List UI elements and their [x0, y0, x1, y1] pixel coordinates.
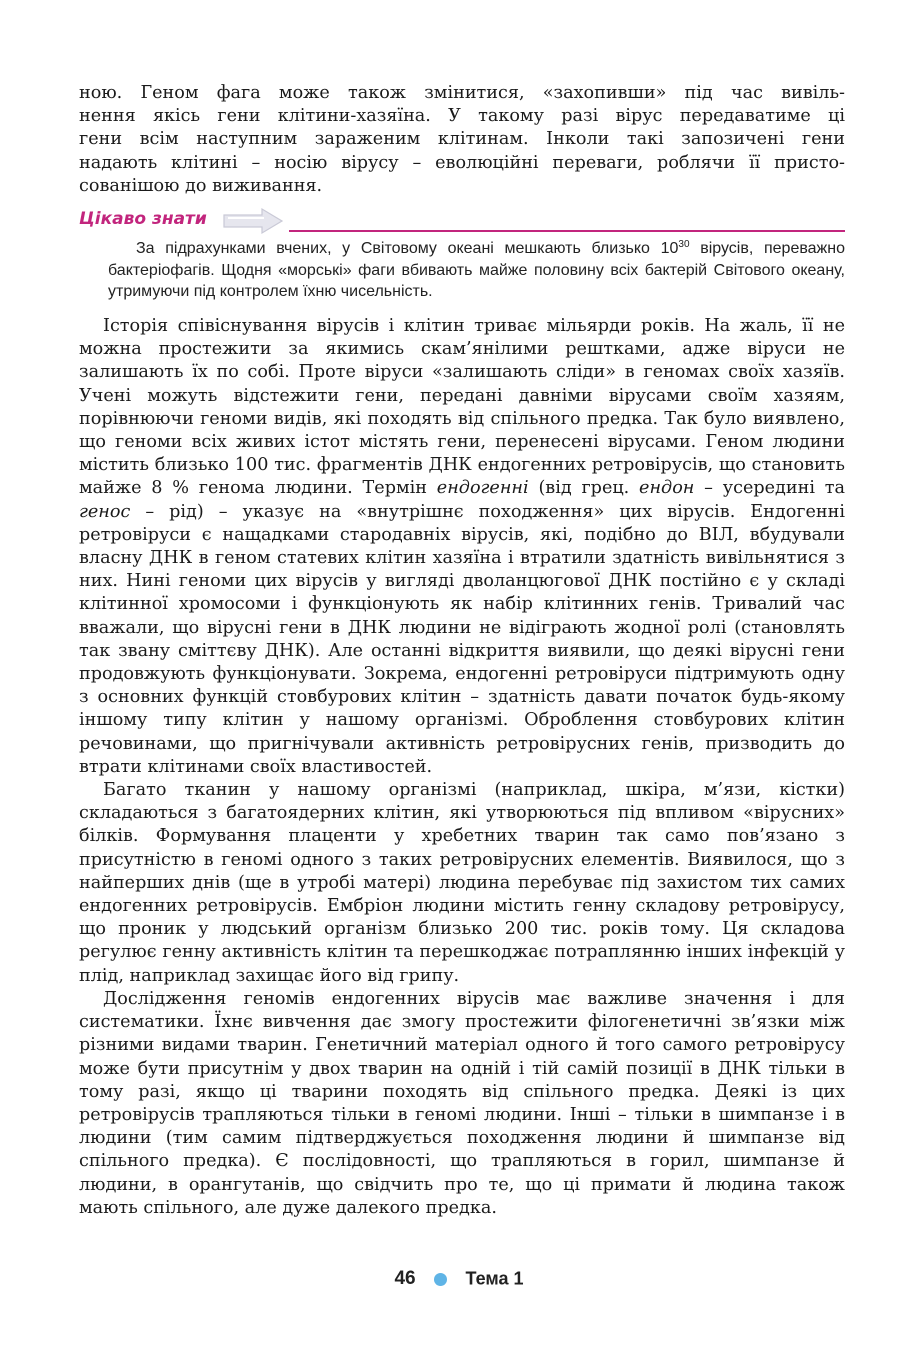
text-line: сованішою до виживання.: [79, 175, 323, 196]
callout-title: Цікаво знати: [79, 209, 207, 229]
text-line: гени всім наступним зараженим клітинам. Інколи такі запозичені гени: [79, 129, 845, 150]
main-text: [79, 315, 845, 1220]
exponent: 30: [678, 239, 690, 250]
page-number: 46: [394, 1268, 416, 1289]
paragraph-tissues: Багато тканин у нашому організмі (наприклад, шкіра, м’язи, кістки) складаються з багатоядерних клітин, які утворюються під впливом «вірусних» білків. Формування плаценти у хребетних тварин так само пов’язано з присутністю в геномі одного з таких ретровірусних елементів. Виявилося, що з найперших днів (ще в утробі матері) людина перебуває під захистом тих самих ендогенних ретровірусів. Ембріон людини містить генну складову ретровірусу, що проник у людський організм близько 200 тис. років тому. Ця складова регулює генну активність клітин та перешкоджає потраплянню інших інфекцій у плід, наприклад захищає його від грипу.: [79, 780, 845, 986]
text-line: надають клітині – носію вірусу – еволюційні переваги, роблячи її присто-: [79, 152, 845, 173]
bullet-dot-icon: [434, 1273, 447, 1286]
paragraph-history: Історія співіснування вірусів і клітин триває мільярди років. На жаль, її не можна простежити за якимись скам’янілими рештками, адже віруси не залишають їх по собі. Проте віруси «залишають сліди» в геномах своїх хазяїв. Учені можуть відстежити гени, передані давніми вірусами своїм хазяям, порівнюючи геноми видів, які походять від спільного предка. Так було виявлено, що геноми всіх живих істот містять гени, перенесені вірусами. Геном людини містить близько 100 тис. фрагментів ДНК ендогенних ретровірусів, що становить майже 8 % генома людини. Термін ендогенні (від грец. ендон – усередині та генос – рід) – указує на «внутрішнє походження» цих вірусів. Ендогенні ретровіруси є нащадками стародавніх вірусів, які, подібно до ВІЛ, вбудували власну ДНК в геном статевих клітин хазяїна і втратили здатність вивільнятися з них. Нині геноми цих вірусів у вигляді дволанцюгової ДНК постійно є у складі клітинної хромосоми і функціонують як набір клітинних генів. Тривалий час вважали, що вірусні гени в ДНК людини не відіграють жодної ролі (становлять так звану сміттєву ДНК). Але останні відкриття виявили, що деякі вірусні гени продовжують функціонувати. Зокрема, ендогенні ретровіруси підтримують одну з основних функцій стовбурових клітин – здатність давати початок будь-якому іншому типу клітин у нашому організмі. Оброблення стовбурових клітин речовинами, що пригнічували активність ретровірусних генів, призводить до втрати клітинами своїх властивостей.: [79, 316, 845, 777]
paragraph-systematics: Дослідження геномів ендогенних вірусів має важливе значення і для систематики. Їхнє вивчення дає змогу простежити філогенетичні зв’язки між різними видами тварин. Генетичний матеріал одного й того самого ретровірусу може бути присутнім у двох тварин на одній і тій самій позиції в ДНК тільки в тому разі, якщо ці тварини походять від спільного предка. Деякі із цих ретровірусів трапляються тільки в геномі людини. Інші – тільки в шимпанзе і в людини (тим самим підтверджується походження людини й шимпанзе від спільного предка). Є послідовності, що трапляються в горил, шимпанзе й людини, в орангутанів, що свідчить про те, що ці примати й людина також мають спільного, але дуже далекого предка.: [79, 988, 845, 1218]
top-paragraph: [79, 82, 845, 198]
text-line: нення якісь гени клітини-хазяїна. У такому разі вірус передаватиме ці: [79, 106, 845, 127]
page-footer: [0, 1268, 918, 1290]
callout-header: [79, 206, 845, 236]
callout-divider: [289, 230, 845, 232]
callout-body: [108, 238, 845, 303]
arrow-icon: [222, 206, 286, 236]
text-line: ною. Геном фага може також змінитися, «захопивши» під час вивіль-: [79, 83, 845, 103]
callout-text: За підрахунками вчених, у Світовому океані мешкають близько $10^{30}$ вірусів, переважно бактеріофагів. Щодня «морські» фаги вбивають майже половину всіх бактерій Світового океану, утримуючи під контролем їхню чисельність.: [108, 239, 845, 300]
topic-label: Тема 1: [465, 1268, 524, 1289]
